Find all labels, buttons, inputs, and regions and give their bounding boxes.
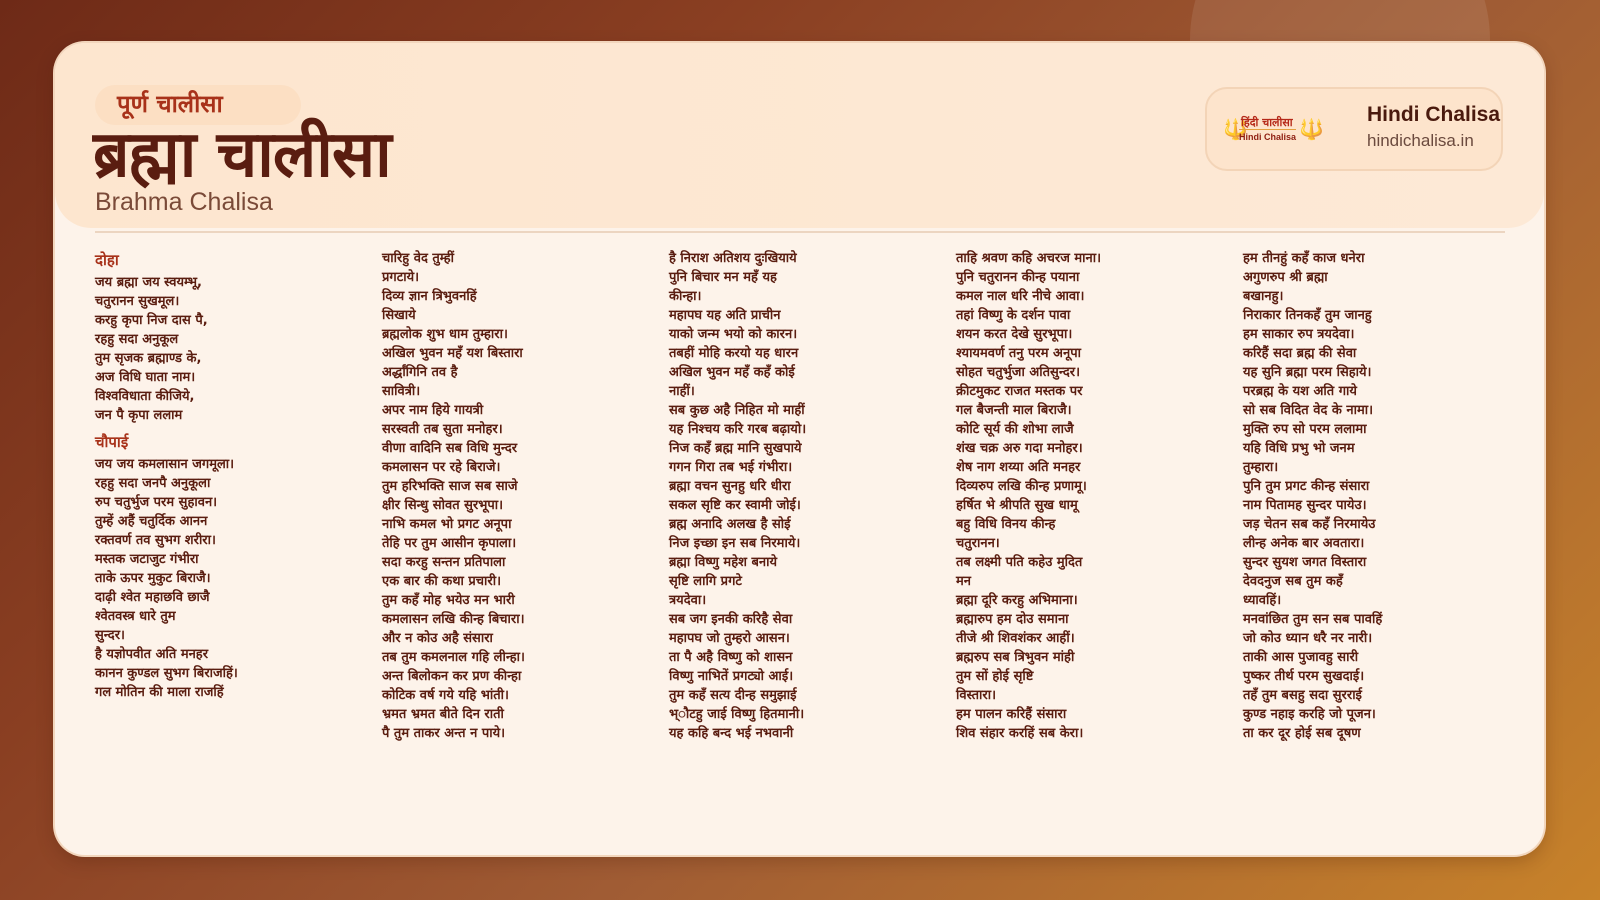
chaupai-verse-list	[1243, 249, 1513, 743]
verse-line: चतुरानन सुखमूल।	[95, 294, 180, 309]
verse-line: भ्ौटहु जाई विष्णु हितमानी।	[669, 707, 805, 722]
verse-line: कुण्ड नहाइ करहि जो पूजन।	[1243, 707, 1376, 722]
verse-line: चारिहु वेद तुम्हीं	[382, 251, 454, 266]
verse-line: यह सुनि ब्रह्मा परम सिहाये।	[1243, 365, 1372, 380]
verse-line: अज विधि घाता नाम।	[95, 370, 196, 385]
verse-line: श्यायमवर्ण तनु परम अनूपा	[956, 346, 1081, 361]
verse-line: सृष्टि लागि प्रगटे	[669, 574, 742, 589]
verse-line: ब्रह्म अनादि अलख है सोई	[669, 517, 791, 532]
verse-line: सब जग इनकी करिहै सेवा	[669, 612, 793, 627]
verse-line: तीजे श्री शिवशंकर आहीं।	[956, 631, 1075, 646]
verse-line: कोटिक वर्ष गये यहि भांती।	[382, 688, 509, 703]
verse-line: तब लक्ष्मी पति कहेउ मुदित	[956, 555, 1083, 570]
verse-line: सब कुछ अहै निहित मो माहीं	[669, 403, 805, 418]
verse-line: लीन्ह अनेक बार अवतारा।	[1243, 536, 1365, 551]
verse-line: जय ब्रह्मा जय स्वयम्भू,	[95, 275, 202, 290]
verse-line: कमलासन लखि कीन्ह बिचारा।	[382, 612, 525, 627]
verse-line: कोटि सूर्य की शोभा लाजै	[956, 422, 1074, 437]
verse-line: तब तुम कमलनाल गहि लीन्हा।	[382, 650, 525, 665]
verse-line: कमलासन पर रहे बिराजे।	[382, 460, 501, 475]
chaupai-verse-list	[95, 455, 365, 702]
verse-line: कीन्हा।	[669, 289, 702, 304]
verse-line: हम तीनहुं कहँ काज धनेरा	[1243, 251, 1365, 266]
verse-line: दिव्य ज्ञान त्रिभुवनहिं	[382, 289, 477, 304]
verse-line: पुनि तुम प्रगट कीन्ह संसारा	[1243, 479, 1370, 494]
verse-line: त्रयदेवा।	[669, 593, 707, 608]
chaupai-verse-list	[956, 249, 1226, 743]
page-subtitle: Brahma Chalisa	[95, 188, 273, 216]
verse-line: ब्रह्मा वचन सुनहु धरि धीरा	[669, 479, 791, 494]
logo-english-text: Hindi Chalisa	[1239, 129, 1296, 143]
verse-line: दिव्यरुप लखि कीन्ह प्रणामू।	[956, 479, 1087, 494]
verse-line: तुम कहँ मोह भयेउ मन भारी	[382, 593, 515, 608]
verse-line: गल बैजन्ती माल बिराजै।	[956, 403, 1072, 418]
verse-line: कमल नाल धरि नीचे आवा।	[956, 289, 1085, 304]
verse-line: चतुरानन।	[956, 536, 1000, 551]
verse-line: पुनि बिचार मन महँ यह	[669, 270, 777, 285]
verse-line: ता पै अहै विष्णु को शासन	[669, 650, 793, 665]
text-column-4	[956, 249, 1226, 743]
verse-line: अगुणरुप श्री ब्रह्मा	[1243, 270, 1328, 285]
verse-line: हम पालन करिहैं संसारा	[956, 707, 1067, 722]
text-column-5	[1243, 249, 1513, 743]
verse-line: जय जय कमलासान जगमूला।	[95, 457, 235, 472]
verse-line: मन	[956, 574, 971, 589]
verse-line: जो कोउ ध्यान धरै नर नारी।	[1243, 631, 1373, 646]
verse-line: पुष्कर तीर्थ परम सुखदाई।	[1243, 669, 1365, 684]
text-column-3	[669, 249, 939, 743]
verse-line: शंख चक्र अरु गदा मनोहर।	[956, 441, 1083, 456]
chaupai-verse-list	[382, 249, 652, 743]
text-column-2	[382, 249, 652, 743]
verse-line: सदा करहु सन्तन प्रतिपाला	[382, 555, 506, 570]
brand-box[interactable]	[1205, 87, 1503, 171]
verse-line: तहां विष्णु के दर्शन पावा	[956, 308, 1071, 323]
header-divider	[95, 231, 1505, 233]
verse-line: और न कोउ अहै संसारा	[382, 631, 493, 646]
verse-line: ता कर दूर होई सब दूषण	[1243, 726, 1361, 741]
verse-line: विष्णु नाभितें प्रगट्यो आई।	[669, 669, 794, 684]
verse-line: पै तुम ताकर अन्त न पाये।	[382, 726, 506, 741]
verse-line: महापघ यह अति प्राचीन	[669, 308, 781, 323]
verse-line: ब्रह्मरुप सब त्रिभुवन मांही	[956, 650, 1075, 665]
verse-line: तुम कहँ सत्य दीन्ह समुझाई	[669, 688, 797, 703]
verse-line: ताके ऊपर मुकुट बिराजै।	[95, 571, 211, 586]
verse-line: तुम हरिभक्ति साज सब साजे	[382, 479, 518, 494]
chaupai-verse-list	[669, 249, 939, 743]
verse-line: विश्वविधाता कीजिये,	[95, 389, 195, 404]
verse-line: मस्तक जटाजुट गंभीरा	[95, 552, 199, 567]
brand-logo	[1223, 115, 1324, 145]
verse-line: भ्रमत भ्रमत बीते दिन राती	[382, 707, 504, 722]
verse-line: तेहि पर तुम आसीन कृपाला।	[382, 536, 517, 551]
verse-line: करिहैं सदा ब्रह्म की सेवा	[1243, 346, 1357, 361]
verse-line: रक्तवर्ण तव सुभग शरीरा।	[95, 533, 216, 548]
brand-url-link[interactable]: hindichalisa.in	[1367, 131, 1474, 150]
verse-line: है निराश अतिशय दुःखियाये	[669, 251, 797, 266]
verse-line: यह निश्चय करि गरब बढ़ायो।	[669, 422, 807, 437]
verse-line: यहि विधि प्रभु भो जनम	[1243, 441, 1355, 456]
chalisa-card	[55, 43, 1544, 855]
verse-line: परब्रह्म के यश अति गाये	[1243, 384, 1357, 399]
verse-line: याको जन्म भयो को कारन।	[669, 327, 798, 342]
verse-line: ब्रह्मारुप हम दोउ समाना	[956, 612, 1069, 627]
verse-line: महापघ जो तुम्हरो आसन।	[669, 631, 790, 646]
verse-line: वीणा वादिनि सब विधि मुन्दर	[382, 441, 518, 456]
verse-line: सोहत चतुर्भुजा अतिसुन्दर।	[956, 365, 1080, 380]
logo-hindi-text: हिंदी चालीसा	[1241, 116, 1293, 129]
verse-line: तुम्हें अहैं चतुर्दिक आनन	[95, 514, 208, 529]
verse-line: नाभि कमल भो प्रगट अनूपा	[382, 517, 512, 532]
verse-line: ताहि श्रवण कहि अचरज माना।	[956, 251, 1102, 266]
verse-line: शिव संहार करहिं सब केरा।	[956, 726, 1084, 741]
verse-line: सकल सृष्टि कर स्वामी जोई।	[669, 498, 801, 513]
verse-line: नाम पितामह सुन्दर पायेउ।	[1243, 498, 1367, 513]
verse-line: ब्रह्मा दूरि करहु अभिमाना।	[956, 593, 1078, 608]
verse-line: ब्रह्मलोक शुभ धाम तुम्हारा।	[382, 327, 508, 342]
verse-line: श्वेतवस्त्र धारे तुम	[95, 609, 176, 624]
verse-line: अखिल भुवन महँ यश बिस्तारा	[382, 346, 523, 361]
text-column-1	[95, 249, 365, 702]
verse-line: निराकार तिनकहँ तुम जानहु	[1243, 308, 1372, 323]
category-badge-label: पूर्ण चालीसा	[117, 90, 223, 118]
verse-line: सरस्वती तब सुता मनोहर।	[382, 422, 503, 437]
verse-line: सो सब विदित वेद के नामा।	[1243, 403, 1374, 418]
verse-line: रहहु सदा अनुकूल	[95, 332, 179, 347]
page-title: ब्रह्मा चालीसा	[93, 118, 391, 192]
verse-line: तुम्हारा।	[1243, 460, 1279, 475]
verse-line: पुनि चतुरानन कीन्ह पयाना	[956, 270, 1080, 285]
verse-line: प्रगटाये।	[382, 270, 420, 285]
verse-line: सुन्दर सुयश जगत विस्तारा	[1243, 555, 1367, 570]
verse-line: तुम सृजक ब्रह्माण्ड के,	[95, 351, 202, 366]
verse-line: ध्यावहिं।	[1243, 593, 1282, 608]
verse-line: क्षीर सिन्धु सोवत सुरभूपा।	[382, 498, 504, 513]
verse-line: मुक्ति रुप सो परम ललामा	[1243, 422, 1367, 437]
verse-line: निज कहँ ब्रह्म मानि सुखपाये	[669, 441, 802, 456]
verse-line: निज इच्छा इन सब निरमाये।	[669, 536, 801, 551]
verse-line: तबहीं मोहि करयो यह धारन	[669, 346, 799, 361]
verse-line: सिखाये	[382, 308, 416, 323]
verse-line: गल मोतिन की माला राजहिं	[95, 685, 224, 700]
verse-line: है यज्ञोपवीत अति मनहर	[95, 647, 209, 662]
verse-line: हम साकार रुप त्रयदेवा।	[1243, 327, 1355, 342]
verse-line: रहहु सदा जनपै अनुकूला	[95, 476, 211, 491]
verse-line: जन पै कृपा ललाम	[95, 408, 183, 423]
verse-line: अखिल भुवन महँ कहँ कोई	[669, 365, 795, 380]
verse-line: शयन करत देखे सुरभूपा।	[956, 327, 1073, 342]
verse-line: गगन गिरा तब भई गंभीरा।	[669, 460, 793, 475]
brand-name: Hindi Chalisa	[1367, 103, 1501, 126]
verse-line: नाहीं।	[669, 384, 695, 399]
verse-line: बहु विधि विनय कीन्ह	[956, 517, 1056, 532]
verse-line: तुम सों होई सृष्टि	[956, 669, 1034, 684]
verse-line: सावित्री।	[382, 384, 421, 399]
trident-icon: 🔱	[1223, 117, 1248, 141]
verse-line: रुप चतुर्भुज परम सुहावन।	[95, 495, 218, 510]
doha-verse-list	[95, 273, 365, 425]
verse-line: यह कहि बन्द भई नभवानी	[669, 726, 794, 741]
verse-line: जड़ चेतन सब कहँ निरमायेउ	[1243, 517, 1376, 532]
verse-line: बखानहु।	[1243, 289, 1284, 304]
verse-line: देवदनुज सब तुम कहँ	[1243, 574, 1343, 589]
verse-line: एक बार की कथा प्रचारी।	[382, 574, 502, 589]
verse-line: करहु कृपा निज दास पै,	[95, 313, 208, 328]
verse-line: क्रीटमुकट राजत मस्तक पर	[956, 384, 1083, 399]
trident-icon: 🔱	[1299, 117, 1324, 141]
section-heading-doha: दोहा	[95, 251, 119, 269]
verse-line: हर्षित भे श्रीपति सुख धामू	[956, 498, 1078, 513]
verse-line: कानन कुण्डल सुभग बिराजहिं।	[95, 666, 238, 681]
verse-line: अर्द्धांगिनि तव है	[382, 365, 458, 380]
verse-line: तहँ तुम बसहु सदा सुरराई	[1243, 688, 1362, 703]
verse-line: ब्रह्मा विष्णु महेश बनाये	[669, 555, 778, 570]
verse-line: मनवांछित तुम सन सब पावहिं	[1243, 612, 1383, 627]
verse-line: सुन्दर।	[95, 628, 125, 643]
verse-line: अन्त बिलोकन कर प्रण कीन्हा	[382, 669, 522, 684]
verse-line: ताकी आस पुजावहु सारी	[1243, 650, 1359, 665]
verse-line: अपर नाम हिये गायत्री	[382, 403, 484, 418]
section-heading-chaupai: चौपाई	[95, 433, 129, 451]
verse-line: विस्तारा।	[956, 688, 997, 703]
verse-line: शेष नाग शय्या अति मनहर	[956, 460, 1081, 475]
card-header	[55, 43, 1544, 228]
verse-line: दाढ़ी श्वेत महाछवि छाजै	[95, 590, 210, 605]
chalisa-text-columns	[95, 249, 1535, 809]
